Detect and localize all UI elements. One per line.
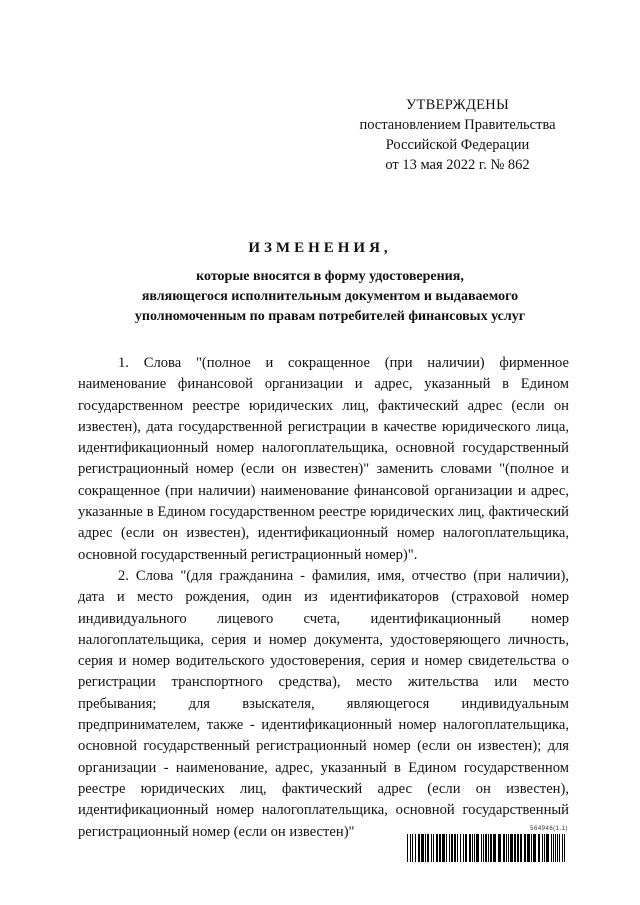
paragraph-2: 2. Слова "(для гражданина - фамилия, имя, отчество (при наличии), дата и место рождения, один из идентификаторов (страховой номер индивидуального лицевого счета, идентификационный номер налогоплательщика, серия и номер документа, удостоверяющего личность, серия и номер водительского удостоверения, серия и номер свидетельства о регистрации транспортного средства), место жительства или место пребывания; для взыскателя, являющегося индивидуальным предпринимателем, также - идентификационный номер налогоплательщика, основной государственный регистрационный номер (если он известен); для организации - наименование, адрес, указанный в Едином государственном реестре юридических лиц, фактический адрес (если он известен), идентификационный номер налогоплательщика, основной государственный регистрационный номер (если он известен)" (78, 567, 569, 840)
subtitle-line-3: уполномоченным по правам потребителей финансовых услуг (134, 309, 526, 324)
document-code: 564946(1.1) (530, 826, 568, 832)
paragraph-1: 1. Слова "(полное и сокращенное (при наличии) фирменное наименование финансовой организации и адрес, указанный в Едином государственном реестре юридических лиц, фактический адрес (если он известен), дата государственной регистрации в качестве юридического лица, идентификационный номер налогоплательщика, основной государственный регистрационный номер (если он известен)" заменить словами "(полное и сокращенное (при наличии) наименование финансовой организации и адрес, указанные в Едином государственном реестре юридических лиц, фактический адрес (если он известен), идентификационный номер налогоплательщика, основной государственный регистрационный номер)". (78, 355, 569, 563)
approval-heading: УТВЕРЖДЕНЫ (405, 97, 510, 113)
document-title: ИЗМЕНЕНИЯ, (248, 240, 392, 256)
subtitle-line-2: являющегося исполнительным документом и выдаваемого (141, 289, 519, 304)
approval-authority-line: Российской Федерации (385, 137, 530, 153)
approval-date-number-line: от 13 мая 2022 г. № 862 (385, 157, 530, 173)
approval-stamp (350, 95, 565, 175)
document-body (78, 353, 569, 843)
barcode-image (407, 834, 569, 862)
approval-decree-line: постановлением Правительства (359, 117, 556, 133)
subtitle-line-1: которые вносятся в форму удостоверения, (196, 269, 464, 284)
document-subtitle (60, 267, 600, 327)
